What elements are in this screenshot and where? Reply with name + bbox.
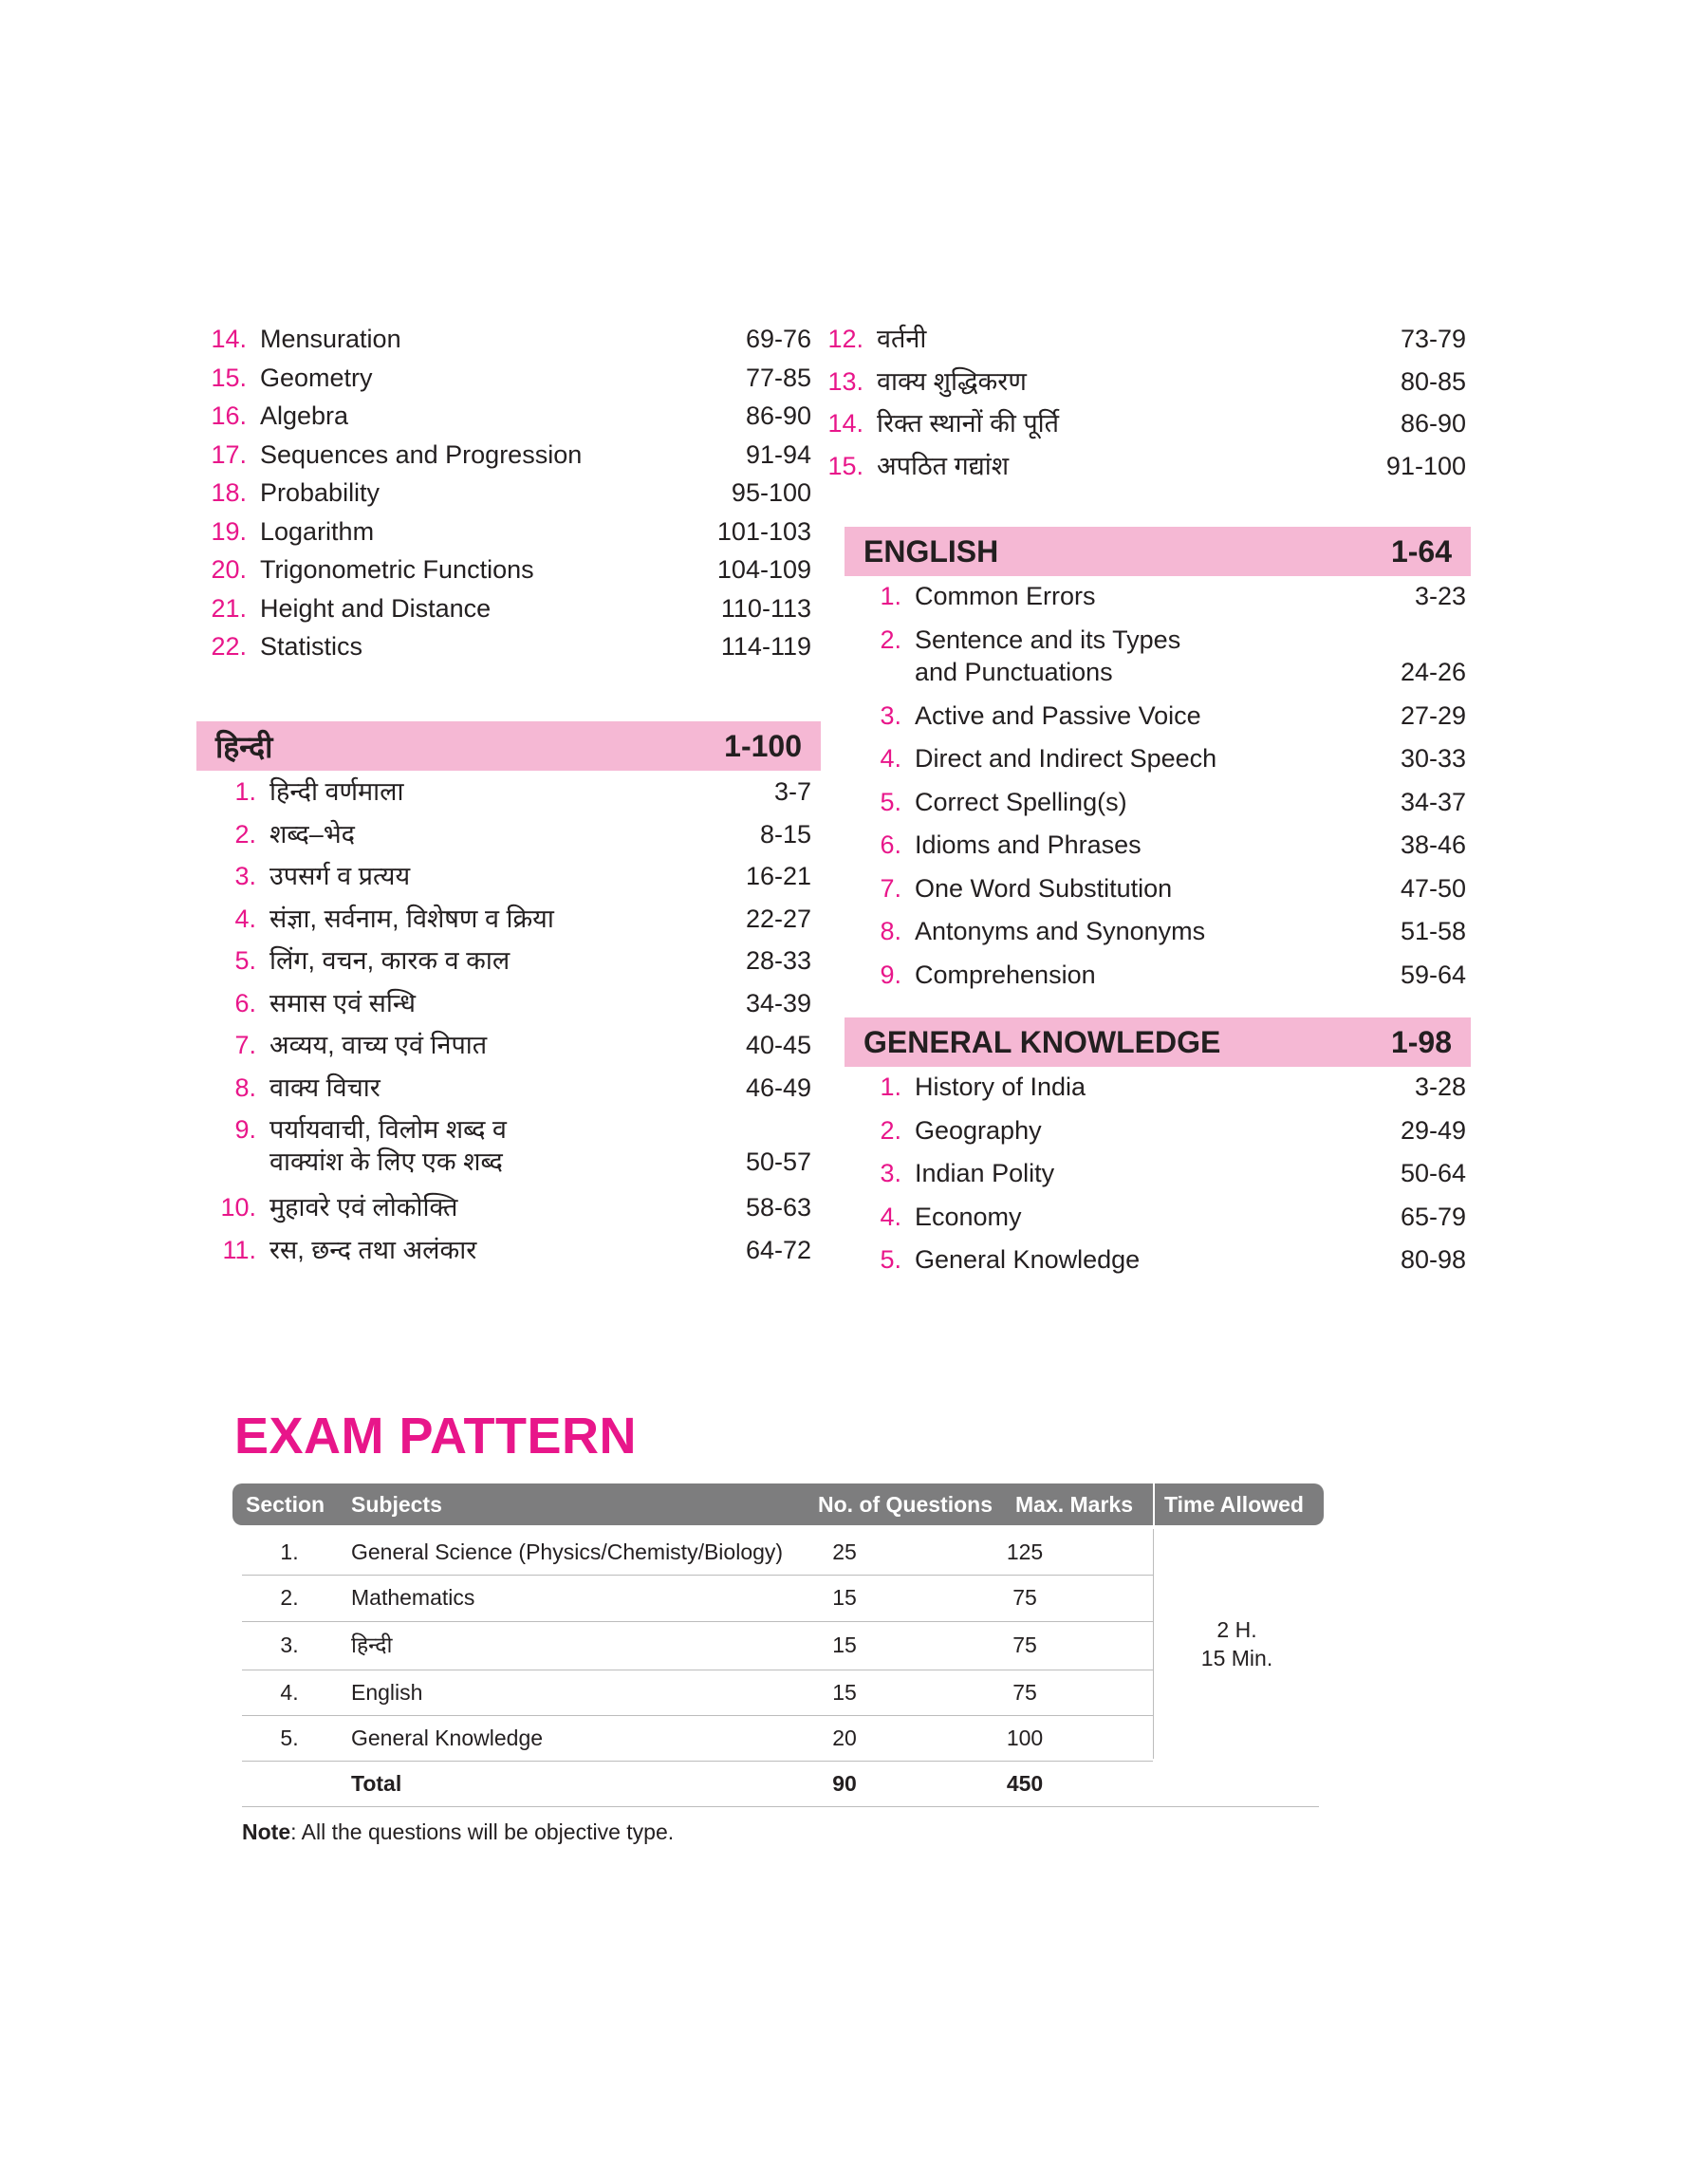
toc-entry-title: Mensuration xyxy=(260,325,401,353)
toc-entry xyxy=(190,515,821,548)
toc-entry-number: 13. xyxy=(827,366,863,396)
toc-entry-pages: 50-57 xyxy=(745,1147,811,1176)
toc-entry xyxy=(190,400,821,432)
time-allowed-cell xyxy=(1153,1529,1320,1759)
toc-entry-number: 8. xyxy=(880,917,901,945)
toc-entry-title: Antonyms and Synonyms xyxy=(915,917,1206,945)
toc-entry-number: 14. xyxy=(827,409,863,438)
toc-entry-title: रिक्त स्थानों की पूर्ति xyxy=(877,409,1060,438)
toc-entry-pages: 3-23 xyxy=(1414,582,1466,610)
toc-entry-number: 5. xyxy=(234,946,256,975)
toc-entry-number: 10. xyxy=(220,1193,256,1222)
toc-entry-title: One Word Substitution xyxy=(915,873,1173,903)
toc-entry-number: 1. xyxy=(234,777,256,806)
toc-entry-title: Geometry xyxy=(260,363,373,392)
toc-entry xyxy=(807,365,1476,398)
toc-entry-title: Indian Polity xyxy=(915,1159,1055,1187)
toc-entry-pages: 80-98 xyxy=(1400,1245,1466,1274)
exam-note xyxy=(242,1819,674,1845)
toc-entry xyxy=(807,323,1476,355)
toc-entry xyxy=(845,1201,1476,1233)
toc-entry-title: Probability xyxy=(260,478,381,507)
toc-entry-pages: 86-90 xyxy=(745,401,811,430)
time-hours: 2 H. xyxy=(1216,1617,1257,1642)
toc-entry-title: अव्यय, वाच्य एवं निपात xyxy=(269,1031,488,1059)
toc-entry-number: 5. xyxy=(880,787,901,816)
toc-entry-number: 9. xyxy=(234,1115,256,1144)
cell-questions: 25 xyxy=(832,1539,857,1564)
table-total-row xyxy=(242,1761,1319,1807)
toc-entry-pages: 101-103 xyxy=(716,516,811,546)
toc-entry-pages: 58-63 xyxy=(745,1193,811,1222)
toc-entry-title: हिन्दी वर्णमाला xyxy=(269,777,404,806)
toc-entry xyxy=(845,915,1476,947)
toc-entry-number: 15. xyxy=(211,363,247,392)
cell-marks: 75 xyxy=(1012,1585,1037,1610)
toc-entry xyxy=(199,903,821,935)
toc-entry xyxy=(199,944,821,977)
toc-entry-title: वाक्य शुद्धिकरण xyxy=(877,366,1027,396)
header-section: Section xyxy=(246,1492,325,1517)
toc-entry-number: 22. xyxy=(211,632,247,661)
toc-entry xyxy=(199,818,821,850)
cell-marks: 125 xyxy=(1006,1539,1044,1564)
toc-entry-pages: 65-79 xyxy=(1400,1202,1466,1231)
toc-entry-number: 21. xyxy=(211,593,247,623)
toc-entry xyxy=(845,1114,1476,1147)
table-row xyxy=(242,1715,1153,1762)
toc-entry-number: 15. xyxy=(827,451,863,480)
toc-entry-pages: 34-39 xyxy=(745,988,811,1017)
toc-entry-pages: 46-49 xyxy=(745,1073,811,1102)
section-page-range: 1-64 xyxy=(1390,533,1452,569)
cell-section: 1. xyxy=(280,1539,299,1564)
toc-entry-title: लिंग, वचन, कारक व काल xyxy=(269,946,511,975)
toc-entry xyxy=(845,786,1476,818)
toc-entry-number: 8. xyxy=(234,1073,256,1102)
toc-entry-number: 1. xyxy=(880,1073,901,1101)
table-row xyxy=(242,1529,1153,1576)
toc-entry xyxy=(845,742,1476,774)
toc-entry-pages: 69-76 xyxy=(745,325,811,353)
toc-entry-pages: 95-100 xyxy=(731,478,811,507)
cell-questions: 20 xyxy=(832,1726,857,1750)
toc-entry xyxy=(199,1234,821,1266)
toc-entry-pages: 91-94 xyxy=(745,439,811,469)
toc-entry xyxy=(845,1071,1476,1103)
toc-entry xyxy=(807,407,1476,439)
toc-entry-title: Sentence and its Types and Punctuations xyxy=(915,625,1181,686)
section-title: ENGLISH xyxy=(863,533,999,569)
time-minutes: 15 Min. xyxy=(1200,1646,1273,1670)
toc-entry xyxy=(190,630,821,662)
cell-total-questions: 90 xyxy=(832,1771,857,1796)
toc-entry xyxy=(845,624,1476,688)
section-title: GENERAL KNOWLEDGE xyxy=(863,1024,1221,1059)
toc-entry-title: History of India xyxy=(915,1073,1086,1101)
cell-subject: General Science (Physics/Chemisty/Biology) xyxy=(351,1539,784,1564)
note-label: Note xyxy=(242,1819,291,1844)
toc-entry-number: 11. xyxy=(222,1235,256,1264)
toc-entry-pages: 77-85 xyxy=(745,363,811,392)
toc-entry-title: शब्द–भेद xyxy=(269,819,356,849)
toc-entry xyxy=(199,1191,821,1223)
note-text: : All the questions will be objective type. xyxy=(290,1819,675,1844)
header-subjects: Subjects xyxy=(351,1492,442,1517)
toc-entry xyxy=(190,438,821,471)
toc-entry-number: 20. xyxy=(211,555,247,584)
cell-section: 2. xyxy=(280,1585,299,1610)
cell-total-label: Total xyxy=(351,1771,402,1796)
toc-entry xyxy=(190,362,821,394)
toc-entry-number: 4. xyxy=(880,1202,901,1231)
toc-entry-title: Correct Spelling(s) xyxy=(915,787,1127,816)
toc-entry-title: पर्यायवाची, विलोम शब्द व वाक्यांश के लिए एक शब्द xyxy=(269,1115,507,1176)
toc-entry xyxy=(199,1029,821,1061)
toc-entry-title: उपसर्ग व प्रत्यय xyxy=(269,862,411,890)
toc-entry-pages: 27-29 xyxy=(1400,700,1466,730)
header-marks: Max. Marks xyxy=(1015,1492,1134,1517)
toc-entry-pages: 91-100 xyxy=(1385,451,1466,480)
cell-section: 5. xyxy=(280,1726,299,1750)
toc-entry-pages: 47-50 xyxy=(1400,873,1466,903)
toc-entry-title: Common Errors xyxy=(915,582,1096,610)
toc-entry-number: 7. xyxy=(880,873,901,903)
toc-entry-number: 2. xyxy=(880,1115,901,1145)
toc-entry-pages: 24-26 xyxy=(1400,657,1466,686)
header-time: Time Allowed xyxy=(1153,1483,1304,1525)
toc-entry-number: 2. xyxy=(880,625,901,654)
toc-entry-title: अपठित गद्यांश xyxy=(877,451,1010,480)
toc-entry-pages: 40-45 xyxy=(745,1031,811,1059)
toc-entry xyxy=(199,860,821,892)
cell-subject: हिन्दी xyxy=(351,1633,393,1657)
toc-entry-title: Direct and Indirect Speech xyxy=(915,744,1217,773)
toc-entry-pages: 8-15 xyxy=(759,819,811,849)
toc-entry-number: 2. xyxy=(234,819,256,849)
toc-entry-number: 6. xyxy=(880,830,901,859)
toc-entry-pages: 30-33 xyxy=(1400,744,1466,773)
toc-entry-number: 4. xyxy=(880,744,901,773)
cell-subject: English xyxy=(351,1680,423,1705)
section-page-range: 1-98 xyxy=(1390,1024,1452,1059)
toc-entry-number: 12. xyxy=(827,325,863,353)
toc-entry xyxy=(190,323,821,355)
cell-questions: 15 xyxy=(832,1585,857,1610)
toc-entry-title: General Knowledge xyxy=(915,1245,1141,1274)
cell-marks: 75 xyxy=(1012,1680,1037,1705)
toc-entry-pages: 28-33 xyxy=(745,946,811,975)
toc-entry-pages: 114-119 xyxy=(720,632,811,661)
toc-entry xyxy=(845,1243,1476,1276)
toc-entry-pages: 64-72 xyxy=(745,1235,811,1264)
toc-entry-number: 16. xyxy=(211,401,247,430)
toc-entry-number: 14. xyxy=(211,325,247,353)
toc-entry-number: 17. xyxy=(211,439,247,469)
toc-entry-pages: 3-7 xyxy=(773,777,811,806)
toc-entry-pages: 73-79 xyxy=(1400,325,1466,353)
toc-entry-pages: 16-21 xyxy=(745,862,811,890)
section-header-english xyxy=(845,527,1471,576)
toc-entry xyxy=(845,700,1476,732)
toc-entry-number: 7. xyxy=(234,1031,256,1059)
toc-entry-title: Statistics xyxy=(260,632,363,661)
toc-entry xyxy=(845,580,1476,612)
toc-entry xyxy=(199,775,821,808)
toc-entry-pages: 29-49 xyxy=(1400,1115,1466,1145)
cell-subject: Mathematics xyxy=(351,1585,475,1610)
cell-questions: 15 xyxy=(832,1633,857,1657)
section-header-hindi xyxy=(196,721,821,771)
table-header xyxy=(232,1483,1324,1525)
toc-entry xyxy=(190,592,821,625)
cell-total-marks: 450 xyxy=(1006,1771,1044,1796)
toc-entry-pages: 3-28 xyxy=(1414,1073,1466,1101)
toc-entry-title: वर्तनी xyxy=(877,325,927,353)
toc-entry-number: 6. xyxy=(234,988,256,1017)
toc-entry-number: 3. xyxy=(880,1159,901,1187)
toc-entry-pages: 80-85 xyxy=(1400,366,1466,396)
toc-entry-pages: 50-64 xyxy=(1400,1159,1466,1187)
toc-entry-title: Geography xyxy=(915,1115,1042,1145)
toc-entry-pages: 110-113 xyxy=(720,593,811,623)
toc-entry-title: समास एवं सन्धि xyxy=(269,988,416,1017)
toc-entry-number: 3. xyxy=(234,862,256,890)
toc-entry-pages: 34-37 xyxy=(1400,787,1466,816)
cell-section: 4. xyxy=(280,1680,299,1705)
toc-entry-title: Trigonometric Functions xyxy=(260,555,534,584)
toc-entry-title: वाक्य विचार xyxy=(269,1073,381,1102)
toc-entry-number: 19. xyxy=(211,516,247,546)
table-row xyxy=(242,1575,1153,1622)
cell-questions: 15 xyxy=(832,1680,857,1705)
toc-entry-number: 5. xyxy=(880,1245,901,1274)
toc-entry-title: Logarithm xyxy=(260,516,375,546)
toc-entry xyxy=(845,1157,1476,1189)
table-row xyxy=(242,1621,1153,1670)
toc-entry-title: Height and Distance xyxy=(260,593,492,623)
toc-entry xyxy=(190,553,821,586)
toc-entry xyxy=(845,959,1476,991)
toc-entry xyxy=(807,450,1476,482)
section-header-general-knowledge xyxy=(845,1017,1471,1067)
section-title: हिन्दी xyxy=(215,729,273,764)
toc-entry xyxy=(199,1072,821,1104)
toc-entry-title: संज्ञा, सर्वनाम, विशेषण व क्रिया xyxy=(269,904,554,933)
toc-entry-pages: 22-27 xyxy=(745,904,811,933)
toc-entry-pages: 38-46 xyxy=(1400,830,1466,859)
toc-entry xyxy=(199,1113,821,1178)
toc-entry-pages: 51-58 xyxy=(1400,917,1466,945)
exam-pattern-title: EXAM PATTERN xyxy=(234,1408,637,1465)
toc-entry-title: Economy xyxy=(915,1202,1022,1231)
toc-entry-number: 3. xyxy=(880,700,901,730)
toc-entry-title: Comprehension xyxy=(915,960,1096,989)
toc-entry xyxy=(199,987,821,1019)
toc-entry-number: 1. xyxy=(880,582,901,610)
toc-entry-number: 9. xyxy=(880,960,901,989)
toc-entry xyxy=(845,872,1476,905)
toc-entry-number: 18. xyxy=(211,478,247,507)
toc-entry-title: Idioms and Phrases xyxy=(915,830,1142,859)
cell-marks: 100 xyxy=(1006,1726,1044,1750)
table-row xyxy=(242,1670,1153,1716)
toc-entry-title: Active and Passive Voice xyxy=(915,700,1201,730)
cell-subject: General Knowledge xyxy=(351,1726,544,1750)
toc-entry-pages: 86-90 xyxy=(1400,409,1466,438)
toc-entry-title: Sequences and Progression xyxy=(260,439,583,469)
toc-entry-pages: 104-109 xyxy=(716,555,811,584)
toc-entry-number: 4. xyxy=(234,904,256,933)
section-page-range: 1-100 xyxy=(724,728,802,763)
toc-entry-pages: 59-64 xyxy=(1400,960,1466,989)
toc-entry-title: रस, छन्द तथा अलंकार xyxy=(269,1235,477,1264)
cell-section: 3. xyxy=(280,1633,299,1657)
toc-entry-title: मुहावरे एवं लोकोक्ति xyxy=(269,1193,458,1222)
cell-marks: 75 xyxy=(1012,1633,1037,1657)
toc-entry xyxy=(190,476,821,509)
toc-entry-title: Algebra xyxy=(260,401,349,430)
header-questions: No. of Questions xyxy=(818,1492,993,1517)
toc-entry xyxy=(845,829,1476,861)
